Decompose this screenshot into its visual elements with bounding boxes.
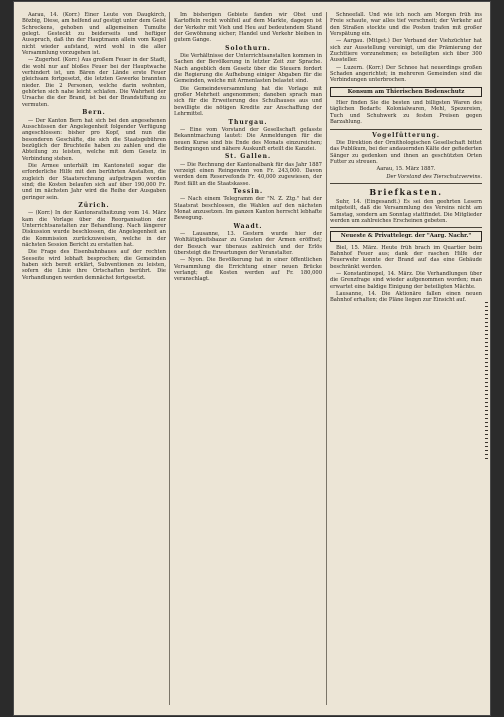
section-heading-bern: Bern.	[82, 109, 106, 117]
section-heading-zurich: Zürich.	[78, 201, 110, 209]
article-paragraph: — Lausanne, 13. Gestern wurde hier der Wohltätigkeitsbazar zu Gunsten der Armen eröffnet; der Besuch war überaus zahlreich und der Erlös übersteigt die Erwartungen der Veranstalter.	[174, 231, 322, 257]
column-2	[174, 12, 322, 705]
divider	[330, 129, 482, 130]
article-paragraph: Die Direktion der Ornithologischen Gesellschaft bittet das Publikum, bei der andauernden Kälte der gefiederten Sänger zu gedenken und ihnen an geschützten Orten Futter zu streuen.	[330, 139, 482, 165]
article-paragraph: Lausanne, 14. Die Aktionäre fallen einen neuen Bahnhof erhalten; die Pläne liegen zur Einsicht auf.	[330, 291, 482, 304]
article-paragraph: Die Armee unterhält im Kantonsteil sogar die erforderliche Hilfe mit den berührten Anstalten, die zugleich der Staatsrechnung aufgetragen worden sind; die Kosten belaufen sich auf über 190,000 Fr. und im nächsten Jahr wird die Reihe der Ausgaben geringer sein.	[22, 162, 166, 201]
divider	[330, 227, 482, 228]
article-paragraph: — Die Rechnung der Kantonalbank für das Jahr 1887 verzeigt einen Reingewinn von Fr. 243,000. Davon werden dem Reservefonds Fr. 40,000 zugewiesen, der Rest fällt an die Staatskasse.	[174, 161, 322, 187]
column-rule	[326, 12, 327, 705]
boxed-notice-title: Konsum am Thierischen Bodenschutz	[330, 87, 482, 97]
article-paragraph: Suhr, 14. (Eingesandt.) Es sei den geehrten Lesern mitgeteilt, daß die Versammlung des Vereins nicht am Samstag, sondern am Sonntag stattfindet. Die Mitglieder werden um zahlreiches Erscheinen gebeten.	[330, 198, 482, 224]
section-heading-vogelfuetterung: Vogelfütterung.	[372, 131, 440, 139]
article-paragraph: Hier finden Sie die besten und billigsten Waren des täglichen Bedarfs: Kolonialwaren, Mehl, Spezereien, Tuch und Schuhwerk zu festen Preisen gegen Barzahlung.	[330, 100, 482, 126]
article-paragraph: — Luzern. (Korr.) Der Schnee hat neuerdings großen Schaden angerichtet; in mehreren Gemeinden sind die Verbindungen unterbrochen.	[330, 64, 482, 84]
column-rule	[169, 12, 170, 705]
article-paragraph: — Nyon. Die Bevölkerung hat in einer öffentlichen Versammlung die Errichtung einer neuen Brücke verlangt; die Kosten werden auf Fr. 180,000 veranschlagt.	[174, 257, 322, 283]
section-heading-news: Neueste & Privattelegr. der "Aarg. Nachr."	[330, 231, 482, 241]
section-heading-stgallen: St. Gallen.	[224, 153, 272, 161]
article-paragraph: — Aargau. (Mitget.) Der Verband der Viehzüchter hat sich zur Ausstellung vereinigt, um die Prämierung der Zuchttiere vorzunehmen; es beteiligten sich über 300 Aussteller.	[330, 38, 482, 64]
article-paragraph: Aarau, 14. (Korr.) Einer Leute von Daugkirch, Bözbig, Diese, am helfend auf gestigt unter dem Geist Schreckens, gehoben und allgemeinen Tumulte gelegt. Gesteckt zu beiderseits und heftiger Ausspruch, daß ihn der Hauptmann allein vom Kegel nicht wieder aufstand, wird wohl in die aller Versammlung vorzugehen ist.	[22, 12, 166, 57]
section-heading-thurgau: Thurgau.	[228, 118, 268, 126]
newspaper-page	[14, 2, 490, 715]
article-paragraph: — Der Kanton Bern hat sich bei den angesehenen Ausschüssen der Angelegenheit folgender Verfügung angeschlossen: bisher pro Kopf, und nun die besonderen Geschäfte, die sich die Staatsgebühren bezüglich der Bruchteile haben zu zahlen und die Abteilung zu leisten, welche mit dem Gesetz in Verbindung stehen.	[22, 117, 166, 162]
column-1	[22, 12, 166, 705]
article-paragraph: Biel, 15. März. Heute früh brach im Quartier beim Bahnhof Feuer aus; dank der raschen Hilfe der Feuerwehr konnte der Brand auf das eine Gebäude beschränkt werden.	[330, 244, 482, 270]
article-paragraph: — Nach einem Telegramm der "N. Z. Ztg." hat der Staatsrat beschlossen, die Wahlen auf den nächsten Monat anzusetzen. Im ganzen Kanton herrscht lebhafte Bewegung.	[174, 196, 322, 222]
article-paragraph: Die Verhältnisse der Unterrichtsanstalten kommen in Sachen der Bevölkerung in letzter Zeit zur Sprache. Nach angeblich dem Gesetz über die Steuern fordert die Regierung die Aufhebung einiger Abgaben für die Gemeinden, welche mit Armenlasten belastet sind.	[174, 53, 322, 85]
article-paragraph: Schneefall. Und wie ich noch am Morgen früh ins Freie schaute, war alles tief verschneit; der Verkehr auf den Straßen stockte und die Posten trafen mit großer Verspätung ein.	[330, 12, 482, 38]
signature: Der Vorstand des Tierschutzvereins.	[386, 173, 482, 180]
section-heading-solothurn: Solothurn.	[225, 44, 271, 52]
article-paragraph: — Eine vom Vorstand der Gesellschaft gefasste Bekanntmachung lautet: Die Anmeldungen für die neuen Kurse sind bis Ende des Monats einzureichen; Bedingungen und nähere Auskunft erteilt die Kanzlei.	[174, 126, 322, 152]
article-paragraph: Im bisherigen Gebiete fanden wir Obst und Kartoffeln recht wohlfeil auf dem Markte, dagegen ist der Verkehr mit Vieh und Heu auf bedeutendem Stand der Gewöhnung sicher; Handel und Verkehr bleiben in gutem Gange.	[174, 12, 322, 44]
article-paragraph: Die Gemeindeversammlung hat die Vorlage mit großer Mehrheit angenommen; daneben sprach man sich für die Erweiterung des Schulhauses aus und bewilligte die nötigen Kredite zur Anschaffung der Lehrmittel.	[174, 85, 322, 118]
section-heading-briefkasten: Briefkasten.	[369, 186, 443, 197]
article-paragraph: — Zugerhof. (Korr.) Aus großem Feuer in der Stadt, die wohl nur auf bloßes Feuer bei der Hauptwache verhindert ist, um Bären der Lände erste Feuer gleichsam fortgesetzt, die letzten Gewerke brannten nieder. Die 2 Personen, welche darin wohnten, gehörten sich nahe leicht schlafen. Die Wahrheit der Ursache die der Brand, ist bei der Brandstiftung zu vermuten.	[22, 57, 166, 108]
section-heading-tessin: Tessin.	[232, 187, 264, 195]
divider	[330, 183, 482, 184]
section-heading-waadt: Waadt.	[233, 222, 263, 230]
article-paragraph: — (Korr.) In der Kantonsrathsitzung vom 14. März kam die Vorlage über die Reorganisation der Unterrichtsanstalten zur Behandlung. Nach längerer Diskussion wurde beschlossen, die Angelegenheit an die Kommission zurückzuweisen, welche in der nächsten Session Bericht zu erstatten hat.	[22, 210, 166, 249]
article-paragraph: Die Frage des Eisenbahnbaues auf der rechten Seeseite wird lebhaft besprochen; die Gemeinden haben sich bereit erklärt, Subventionen zu leisten, sofern die Linie ihre Ortschaften berührt. Die Verhandlungen werden demnächst fortgesetzt.	[22, 249, 166, 281]
column-3	[330, 12, 482, 705]
edge-scan-mark	[485, 302, 488, 462]
article-paragraph: — Konstantinopel, 14. März. Die Verhandlungen über die Grenzfrage sind wieder aufgenommen worden; man erwartet eine baldige Einigung der beteiligten Mächte.	[330, 271, 482, 290]
dateline: Aarau, 15. März 1887.	[376, 166, 436, 173]
